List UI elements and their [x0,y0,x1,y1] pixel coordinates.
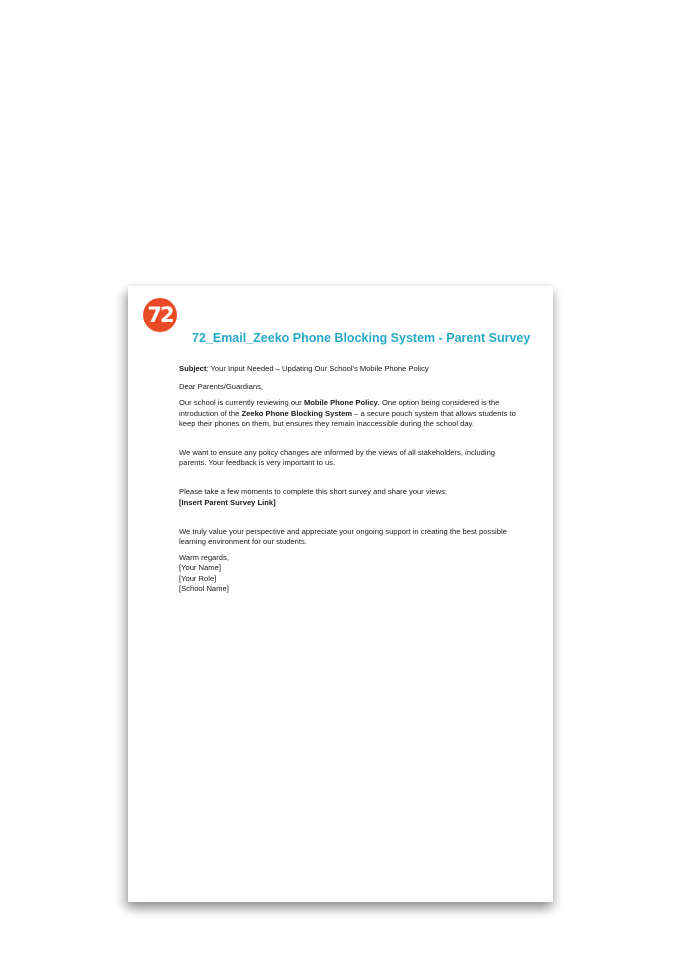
survey-link[interactable]: [Insert Parent Survey Link] [179,497,276,507]
subject-text: : Your Input Needed – Updating Our School's Mobile Phone Policy [206,364,429,373]
signature-name: [Your Name] [179,563,221,573]
greeting: Dear Parents/Guardians, [179,382,263,392]
survey-request: Please take a few moments to complete this short survey and share your views: [179,487,448,497]
logo-badge: 72 [143,298,177,332]
subject-label: Subject [179,364,207,373]
intro-text-2: . One option being considered is the introduction of the [179,398,500,418]
stakeholders-paragraph: We want to ensure any policy changes are informed by the views of all stakeholders, including parents. Your feedback is very important to us. [179,448,496,468]
value-paragraph: We truly value your perspective and appreciate your ongoing support in creating the best possible learning environment for our students. [179,526,507,547]
signature-school: [School Name] [179,583,229,593]
document-page [128,286,553,902]
signature-role: [Your Role] [179,573,217,583]
intro-text-1: Our school is currently reviewing our [179,398,304,408]
document-title: 72_Email_Zeeko Phone Blocking System - Parent Survey [192,331,531,345]
intro-text-3: – a secure pouch system that allows students to keep their phones on them, but ensures they remain inaccessible during the school day. [179,408,516,428]
intro-paragraph [179,398,524,429]
intro-bold-policy: Mobile Phone Policy [303,398,378,408]
survey-paragraph [179,487,524,507]
signature-block [179,553,524,594]
email-body [179,364,524,594]
intro-bold-system: Zeeko Phone Blocking System [241,408,353,418]
signoff: Warm regards, [179,553,229,563]
subject-line [179,364,524,374]
